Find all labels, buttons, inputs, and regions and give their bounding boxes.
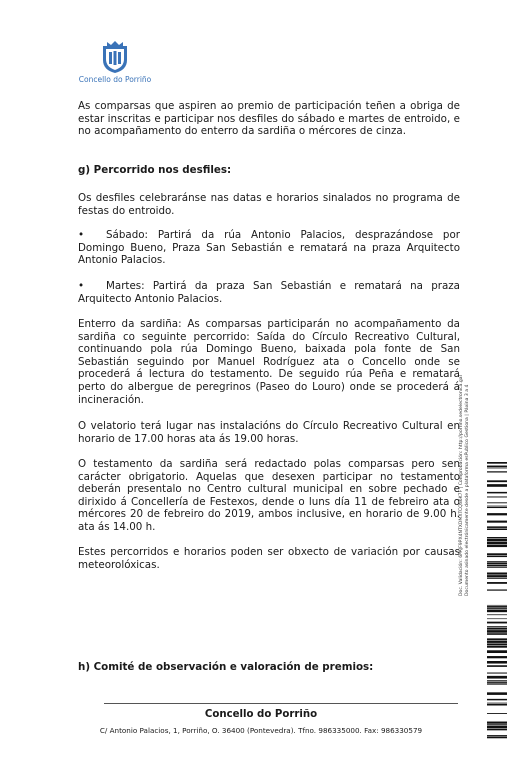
paragraph-text: Os desfiles celebraránse nas datas e horarios sinalados no programa de festas do entroido. bbox=[78, 192, 460, 217]
section-heading-g: g) Percorrido nos desfiles: bbox=[78, 164, 232, 176]
paragraph-velatorio bbox=[78, 420, 460, 445]
bullet-label: Martes: Partirá da praza San Sebastián e rematará na praza Arquitecto Antonio Palacios. bbox=[78, 280, 460, 305]
paragraph-sardina-route bbox=[78, 318, 460, 406]
bullet-label: Sábado: Partirá da rúa Antonio Palacios, desprazándose por Domingo Bueno, Praza San Sebastián e rematará na praza Arquitecto Antonio Palacios. bbox=[78, 229, 460, 267]
bullet-item-saturday bbox=[78, 229, 460, 267]
barcode-icon bbox=[487, 462, 507, 742]
bullet-text bbox=[78, 229, 460, 267]
bullet-icon: • bbox=[78, 280, 85, 292]
paragraph-weather bbox=[78, 546, 460, 571]
bullet-item-tuesday bbox=[78, 280, 460, 305]
paragraph-testament bbox=[78, 458, 460, 534]
coat-of-arms-icon bbox=[101, 40, 129, 74]
footer-address: C/ Antonio Palacios, 1, Porriño, O. 36400 (Pontevedra). Tfno. 986335000. Fax: 986330579 bbox=[99, 726, 423, 735]
paragraph-participation bbox=[78, 100, 460, 138]
signature-line: Documento asinado electrónicamente desde a plataforma esPublico Gestiona | Páxina 3 a 4 bbox=[465, 384, 470, 596]
paragraph-text: Estes percorridos e horarios poden ser obxecto de variación por causas meteorolóxicas. bbox=[78, 546, 460, 571]
validation-side-text bbox=[459, 306, 471, 596]
validation-line: Doc. Validación: 6PAJF9PX4NTXDMXTCQS6K7F | Comprobación: http://porrino.sedelectronica.gal bbox=[459, 375, 464, 596]
paragraph-text: As comparsas que aspiren ao premio de participación teñen a obriga de estar inscritas e participar nos desfiles do sábado e martes de entroido, e no acompañamento do enterro da sardiña o mércores de cinza. bbox=[78, 100, 460, 138]
bullet-icon: • bbox=[78, 229, 85, 241]
paragraph-text: O testamento da sardiña será redactado polas comparsas pero sen carácter obrigatorio. Aquelas que desexen participar no testamento deberán presentalo no Centro cultural municipal en sobre pechado e dirixido á Concellería de Festexos, dende o luns día 11 de febreiro ata o mércores 20 de febreiro do 2019, ambos inclusive, en horario de 9.00 h. ata ás 14.00 h. bbox=[78, 458, 460, 533]
footer-divider bbox=[104, 703, 458, 704]
logo bbox=[76, 40, 154, 84]
paragraph-dates bbox=[78, 192, 460, 217]
logo-text: Concello do Porriño bbox=[78, 75, 152, 84]
section-heading-h: h) Comité de observación e valoración de premios: bbox=[78, 661, 374, 673]
paragraph-text: O velatorio terá lugar nas instalacións do Círculo Recreativo Cultural en horario de 17.00 horas ata ás 19.00 horas. bbox=[78, 420, 460, 445]
bullet-text bbox=[78, 280, 460, 305]
paragraph-text: Enterro da sardiña: As comparsas participarán no acompañamento da sardiña co seguinte percorrido: Saída do Círculo Recreativo Cultural, continuando pola rúa Domingo Bueno, baixada pola fonte de San Sebastián seguindo por Manuel Rodríguez ata o Concello onde se procederá á lectura do testamento. De seguido rúa Peña e rematará perto do albergue de peregrinos (Paseo do Louro) onde se procederá á incineración. bbox=[78, 318, 460, 406]
footer-title: Concello do Porriño bbox=[204, 709, 318, 720]
